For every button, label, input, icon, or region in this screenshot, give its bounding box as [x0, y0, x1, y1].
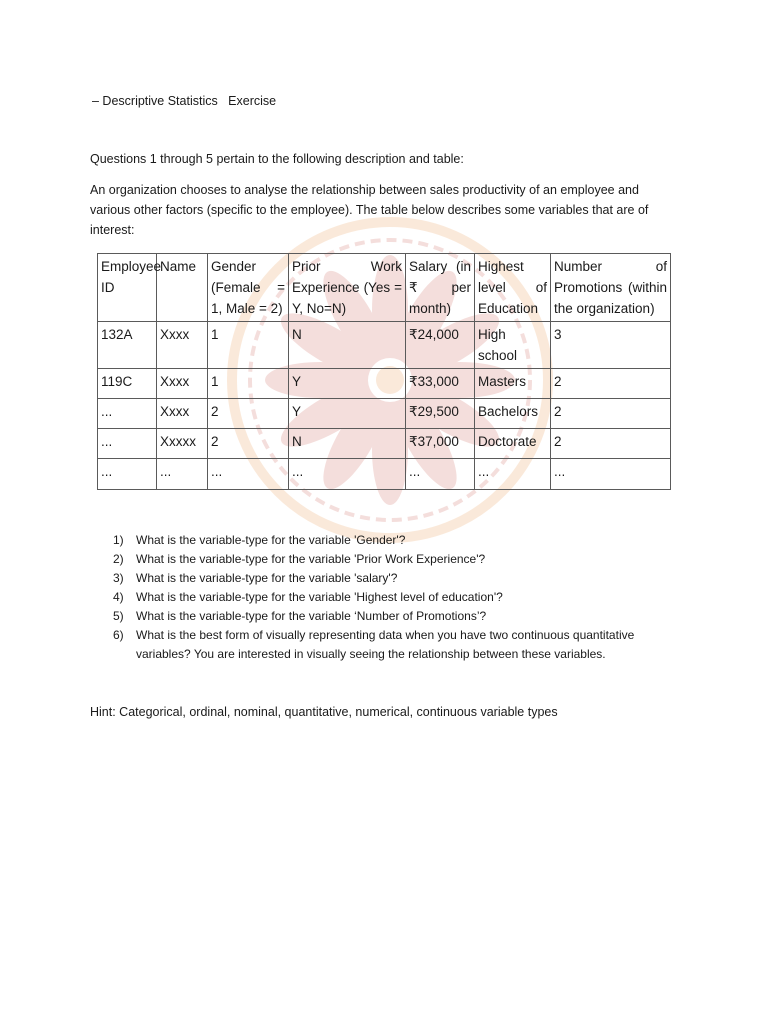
cell-name: Xxxxx — [157, 429, 208, 459]
question-text: What is the variable-type for the variable 'Prior Work Experience'? — [136, 552, 486, 566]
cell-salary: ... — [406, 459, 475, 490]
cell-name: Xxxx — [157, 399, 208, 429]
cell-number-of-promotions: 2 — [551, 399, 671, 429]
cell-prior-work-experience: Y — [289, 399, 406, 429]
list-item — [113, 588, 688, 607]
cell-gender: ... — [208, 459, 289, 490]
cell-employee-id: 132A — [98, 322, 157, 369]
cell-name: Xxxx — [157, 369, 208, 399]
cell-name: Xxxx — [157, 322, 208, 369]
intro-text: Questions 1 through 5 pertain to the following description and table: — [90, 152, 464, 166]
question-number: 1) — [113, 533, 124, 547]
page-title: – Descriptive Statistics Exercise — [92, 94, 277, 108]
cell-salary: ₹29,500 — [406, 399, 475, 429]
variables-table — [97, 253, 671, 490]
cell-number-of-promotions: 3 — [551, 322, 671, 369]
cell-prior-work-experience: N — [289, 429, 406, 459]
list-item — [113, 607, 688, 626]
header-prior-work-experience: Prior Work Experience (Yes = Y, No=N) — [289, 254, 406, 322]
header-employee-id: Employee ID — [98, 254, 157, 322]
cell-gender: 2 — [208, 399, 289, 429]
table-row — [98, 369, 671, 399]
header-name: Name — [157, 254, 208, 322]
cell-gender: 2 — [208, 429, 289, 459]
cell-gender: 1 — [208, 322, 289, 369]
header-gender: Gender (Female = 1, Male = 2) — [208, 254, 289, 322]
list-item — [113, 531, 688, 550]
table-header-row — [98, 254, 671, 322]
cell-employee-id: ... — [98, 399, 157, 429]
table-row — [98, 459, 671, 490]
cell-highest-education: Masters — [475, 369, 551, 399]
cell-salary: ₹24,000 — [406, 322, 475, 369]
cell-highest-education: Doctorate — [475, 429, 551, 459]
question-number: 2) — [113, 552, 124, 566]
header-salary: Salary (in ₹ per month) — [406, 254, 475, 322]
question-number: 4) — [113, 590, 124, 604]
table-row — [98, 399, 671, 429]
list-item — [113, 626, 688, 664]
question-text: What is the variable-type for the variable ‘Number of Promotions’? — [136, 609, 487, 623]
cell-gender: 1 — [208, 369, 289, 399]
question-text: What is the variable-type for the variable 'Gender'? — [136, 533, 406, 547]
question-number: 5) — [113, 609, 124, 623]
cell-highest-education: High school — [475, 322, 551, 369]
header-highest-education: Highest level of Education — [475, 254, 551, 322]
cell-highest-education: Bachelors — [475, 399, 551, 429]
cell-prior-work-experience: N — [289, 322, 406, 369]
question-text: What is the variable-type for the variable 'salary'? — [136, 571, 398, 585]
cell-salary: ₹37,000 — [406, 429, 475, 459]
cell-number-of-promotions: ... — [551, 459, 671, 490]
question-number: 6) — [113, 628, 124, 642]
question-text: What is the variable-type for the variable 'Highest level of education'? — [136, 590, 503, 604]
table-row — [98, 429, 671, 459]
header-number-of-promotions: Number of Promotions (within the organization) — [551, 254, 671, 322]
cell-name: ... — [157, 459, 208, 490]
question-text: What is the best form of visually representing data when you have two continuous quantitative variables? You are interested in visually seeing the relationship between these variables. — [136, 628, 635, 661]
questions-list — [113, 531, 688, 664]
cell-employee-id: 119C — [98, 369, 157, 399]
list-item — [113, 550, 688, 569]
list-item — [113, 569, 688, 588]
description-paragraph: An organization chooses to analyse the relationship between sales productivity of an employee and various other factors (specific to the employee). The table below describes some variables that are of interest: — [90, 183, 649, 237]
question-number: 3) — [113, 571, 124, 585]
cell-prior-work-experience: ... — [289, 459, 406, 490]
table-row — [98, 322, 671, 369]
cell-salary: ₹33,000 — [406, 369, 475, 399]
cell-number-of-promotions: 2 — [551, 429, 671, 459]
cell-employee-id: ... — [98, 459, 157, 490]
cell-prior-work-experience: Y — [289, 369, 406, 399]
cell-number-of-promotions: 2 — [551, 369, 671, 399]
hint-text: Hint: Categorical, ordinal, nominal, quantitative, numerical, continuous variable types — [90, 705, 558, 719]
cell-employee-id: ... — [98, 429, 157, 459]
cell-highest-education: ... — [475, 459, 551, 490]
